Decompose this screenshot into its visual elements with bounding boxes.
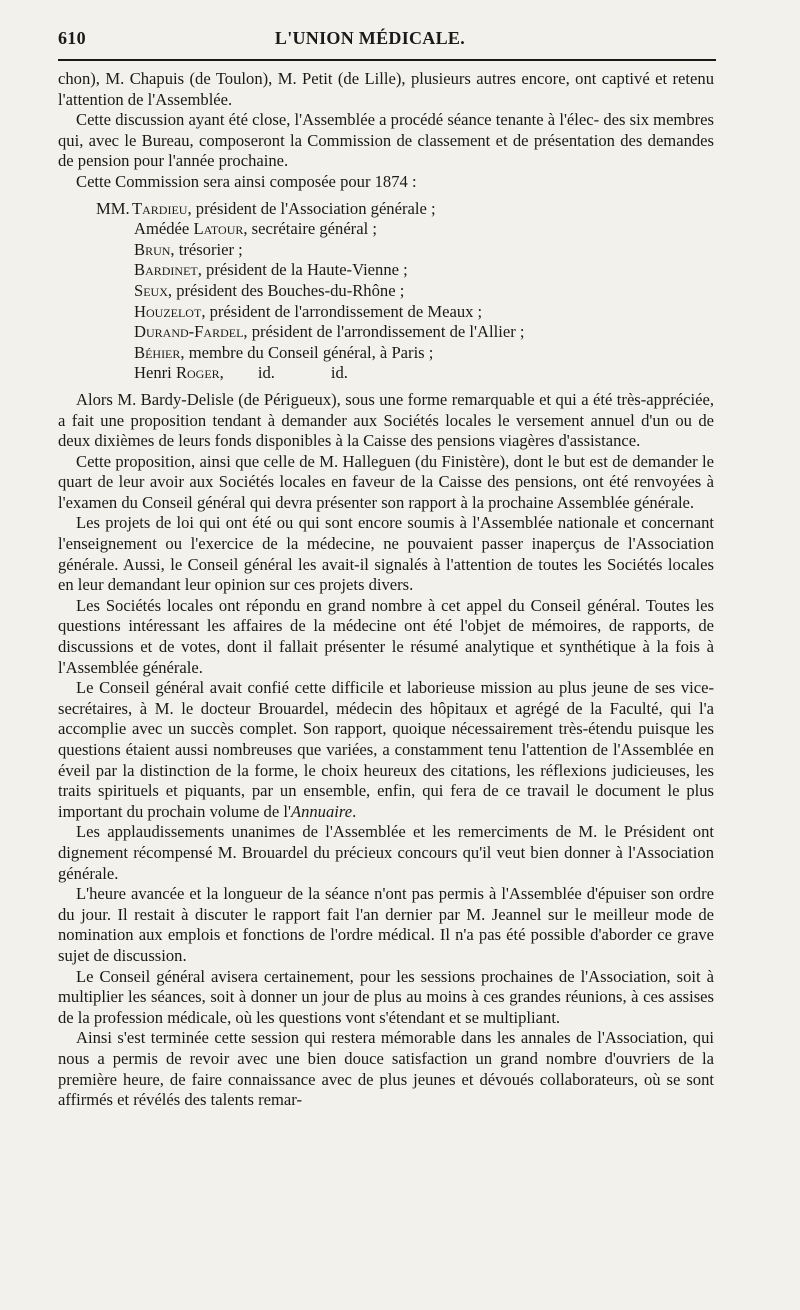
member-role: , président de la Haute-Vienne ; <box>197 260 408 280</box>
member-role: , président de l'arrondissement de Meaux ; <box>201 301 483 321</box>
annuaire-title: Annuaire <box>290 801 353 821</box>
member-row <box>58 281 714 302</box>
member-row <box>58 199 714 220</box>
paragraph <box>58 678 714 822</box>
member-id: id. <box>257 363 275 383</box>
member-name: Brun <box>134 239 171 259</box>
member-name: Durand-Fardel <box>134 322 244 342</box>
member-name-prefix: Amédée <box>134 219 194 239</box>
member-id: id. <box>330 363 348 383</box>
member-row <box>58 219 714 240</box>
member-row <box>58 260 714 281</box>
paragraph: Alors M. Bardy-Delisle (de Périgueux), sous une forme remarquable et qui a été très-appréciée, a fait une proposition tendant à demander aux Sociétés locales le versement annuel d'un ou de deux dixièmes de leurs fonds disponibles à la Caisse des pensions viagères d'assistance. <box>58 389 714 451</box>
member-row <box>58 240 714 261</box>
member-role: , secrétaire général ; <box>243 219 377 239</box>
paragraph: Les Sociétés locales ont répondu en grand nombre à cet appel du Conseil général. Toutes les questions intéressant les affaires de la médecine ont été l'objet de mémoires, de rapports, de discussions et de votes, dont il fallait présenter le résumé analytique et synthétique à la fois à l'Assemblée générale. <box>58 595 714 677</box>
header-rule <box>58 59 716 61</box>
member-name: Seux <box>134 280 168 300</box>
paragraph: Le Conseil général avisera certainement, pour les sessions prochaines de l'Association, soit à multiplier les séances, soit à donner un jour de plus au moins à ces grandes réunions, à ces assises de la profession médicale, où les questions vont s'étendant et se multipliant. <box>58 966 714 1027</box>
member-name-prefix: Henri <box>134 363 176 383</box>
page-number: 610 <box>58 28 86 48</box>
paragraph: chon), M. Chapuis (de Toulon), M. Petit (de Lille), plusieurs autres encore, ont captivé et retenu l'attention de l'Assemblée. <box>58 69 714 109</box>
paragraph: Les projets de loi qui ont été ou qui sont encore soumis à l'Assemblée nationale et concernant l'enseignement ou l'exercice de la médecine, ne pouvaient passer inaperçus de l'Association générale. Aussi, le Conseil général les avait-il signalés à l'attention de toutes les Sociétés locales en leur demandant leur opinion sur ces projets divers. <box>58 513 714 595</box>
commission-members-list <box>58 199 714 384</box>
member-name: Tardieu <box>132 198 188 218</box>
member-comma: , <box>219 363 224 383</box>
member-name: Houzelot <box>134 301 202 321</box>
journal-title: L'UNION MÉDICALE. <box>274 28 466 48</box>
member-name: Béhier <box>134 342 181 362</box>
member-role: , trésorier ; <box>170 239 243 259</box>
member-row <box>58 363 714 384</box>
member-name: Bardinet <box>134 260 198 280</box>
member-row <box>58 322 714 343</box>
paragraph: L'heure avancée et la longueur de la séance n'ont pas permis à l'Assemblée d'épuiser son ordre du jour. Il restait à discuter le rapport fait l'an dernier par M. Jeannel sur le meilleur mode de nomination aux emplois et fonctions de l'ordre médical. Il n'a pas été possible d'aborder ce grave sujet de discussion. <box>58 884 714 965</box>
article-body <box>58 69 714 1111</box>
paragraph: Ainsi s'est terminée cette session qui restera mémorable dans les annales de l'Association, qui nous a permis de revoir avec une bien douce satisfaction un grand nombre d'ouvriers de la première heure, de faire connaissance avec de plus jeunes et dévoués collaborateurs, où se sont affirmés et révélés des talents remar- <box>58 1028 714 1110</box>
paragraph-text: Le Conseil général avait confié cette difficile et laborieuse mission au plus jeune de ses vice-secrétaires, à M. le docteur Brouardel, médecin des hôpitaux et agrégé de la Faculté, qui l'a accomplie avec un succès complet. Son rapport, quoique nécessairement très-étendu puisque les questions étaient aussi nombreuses que variées, a constamment tenu l'attention de l'Assemblée en éveil par la distinction de la forme, le choix heureux des citations, les réflexions judicieuses, les traits spirituels et piquants, par un ensemble, enfin, qui fera de ce travail le document le plus important du prochain volume de l' <box>58 678 714 821</box>
paragraph: Cette Commission sera ainsi composée pour 1874 : <box>76 171 417 191</box>
member-role: , président de l'arrondissement de l'Allier ; <box>243 322 525 342</box>
paragraph: Cette proposition, ainsi que celle de M. Halleguen (du Finistère), dont le but est de demander le quart de leur avoir aux Sociétés locales en faveur de la Caisse des pensions, ont été renvoyées à l'examen du Conseil général qui devra présenter son rapport à la prochaine Assemblée générale. <box>58 451 714 512</box>
member-row <box>58 302 714 323</box>
member-name: Roger <box>175 363 220 383</box>
paragraph-end: . <box>352 801 357 821</box>
member-role: , président de l'Association générale ; <box>187 198 436 218</box>
page-header <box>58 28 714 49</box>
member-row <box>58 343 714 364</box>
member-lead: MM. <box>96 198 130 218</box>
member-role: , président des Bouches-du-Rhône ; <box>167 280 405 300</box>
paragraph: Cette discussion ayant été close, l'Assemblée a procédé séance tenante à l'élec- des six membres qui, avec le Bureau, composeront la Commission de classement et de présentation des demandes de pension pour l'année prochaine. <box>58 110 714 171</box>
paragraph: Les applaudissements unanimes de l'Assemblée et les remerciments de M. le Président ont dignement récompensé M. Brouardel du précieux concours qu'il veut bien donner à l'Association générale. <box>58 822 714 883</box>
member-name: Latour <box>193 219 244 239</box>
member-role: , membre du Conseil général, à Paris ; <box>180 342 434 362</box>
